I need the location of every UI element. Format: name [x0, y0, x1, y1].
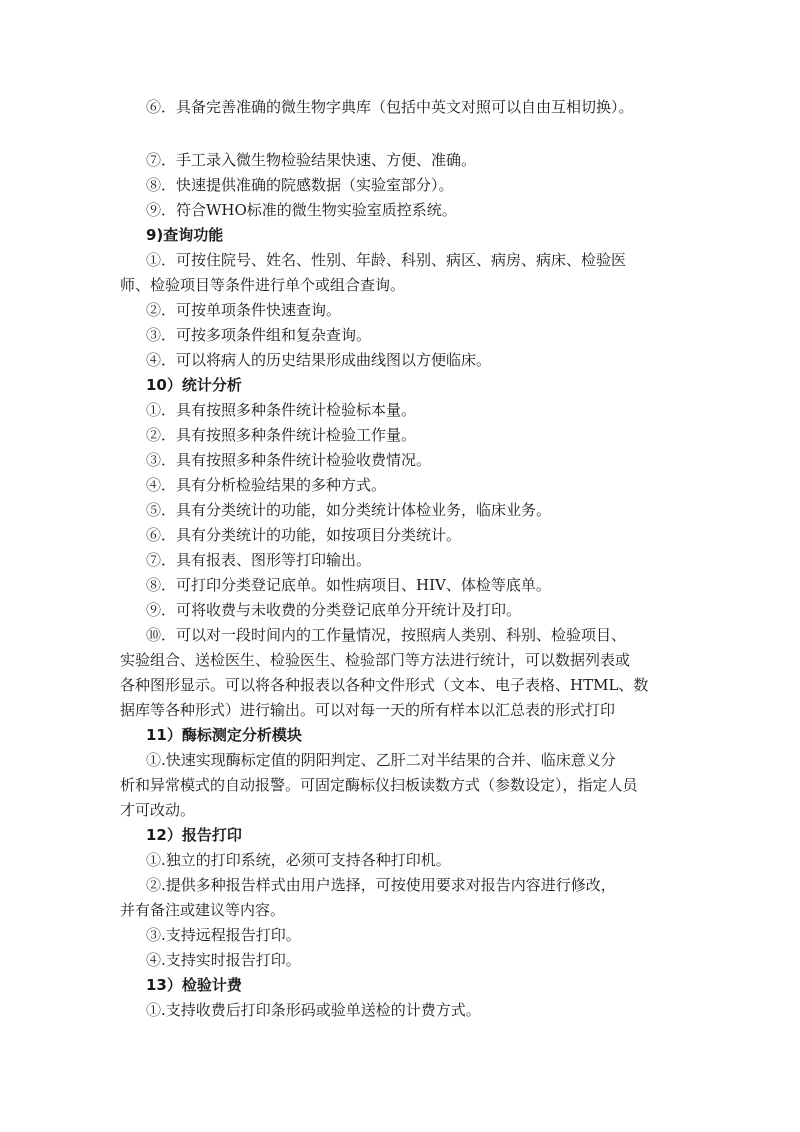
- section-heading: 11）酶标测定分析模块: [146, 726, 302, 744]
- text-line: ⑨．符合WHO标准的微生物实验室质控系统。: [146, 201, 457, 219]
- text-line: 并有备注或建议等内容。: [120, 901, 286, 919]
- text-line: ①.快速实现酶标定值的阴阳判定、乙肝二对半结果的合并、临床意义分: [146, 751, 616, 769]
- text-line: 据库等各种形式）进行输出。可以对每一天的所有样本以汇总表的形式打印: [120, 701, 616, 719]
- section-heading: 13）检验计费: [146, 976, 242, 994]
- section-heading: 9)查询功能: [146, 226, 224, 244]
- text-line: ②.提供多种报告样式由用户选择，可按使用要求对报告内容进行修改，: [146, 876, 616, 894]
- text-line: ②．具有按照多种条件统计检验工作量。: [146, 426, 417, 444]
- text-line: ⑧．快速提供准确的院感数据（实验室部分）。: [146, 176, 454, 194]
- section-heading: 12）报告打印: [146, 826, 242, 844]
- text-line: ④.支持实时报告打印。: [146, 951, 301, 969]
- text-line: ⑩．可以对一段时间内的工作量情况，按照病人类别、科别、检验项目、: [146, 626, 627, 644]
- text-line: ⑧．可打印分类登记底单。如性病项目、HIV、体检等底单。: [146, 576, 551, 594]
- text-line: ⑦．手工录入微生物检验结果快速、方便、准确。: [146, 151, 477, 169]
- text-line: ②．可按单项条件快速查询。: [146, 301, 342, 319]
- text-line: ④．可以将病人的历史结果形成曲线图以方便临床。: [146, 351, 492, 369]
- section-heading: 10）统计分析: [146, 376, 242, 394]
- text-line: 才可改动。: [120, 801, 196, 819]
- text-line: 析和异常模式的自动报警。可固定酶标仪扫板读数方式（参数设定），指定人员: [120, 776, 638, 794]
- text-line: ⑤．具有分类统计的功能，如分类统计体检业务，临床业务。: [146, 501, 552, 519]
- text-line: ⑥．具备完善准确的微生物字典库（包括中英文对照可以自由互相切换）。: [146, 98, 634, 116]
- text-line: ⑥．具有分类统计的功能，如按项目分类统计。: [146, 526, 462, 544]
- text-line: ③．可按多项条件组和复杂查询。: [146, 326, 372, 344]
- text-line: ①.独立的打印系统，必须可支持各种打印机。: [146, 851, 451, 869]
- text-line: ①．可按住院号、姓名、性别、年龄、科别、病区、病房、病床、检验医: [146, 251, 627, 269]
- text-line: ①．具有按照多种条件统计检验标本量。: [146, 401, 417, 419]
- text-line: ④．具有分析检验结果的多种方式。: [146, 476, 387, 494]
- text-line: ③．具有按照多种条件统计检验收费情况。: [146, 451, 432, 469]
- text-line: 各种图形显示。可以将各种报表以各种文件形式（文本、电子表格、HTML、数: [120, 676, 649, 694]
- text-line: 师、检验项目等条件进行单个或组合查询。: [120, 276, 406, 294]
- text-line: ①.支持收费后打印条形码或验单送检的计费方式。: [146, 1001, 481, 1019]
- text-line: ③.支持远程报告打印。: [146, 926, 301, 944]
- text-line: ⑨．可将收费与未收费的分类登记底单分开统计及打印。: [146, 601, 522, 619]
- text-line: ⑦．具有报表、图形等打印输出。: [146, 551, 372, 569]
- text-line: 实验组合、送检医生、检验医生、检验部门等方法进行统计，可以数据列表或: [120, 651, 631, 669]
